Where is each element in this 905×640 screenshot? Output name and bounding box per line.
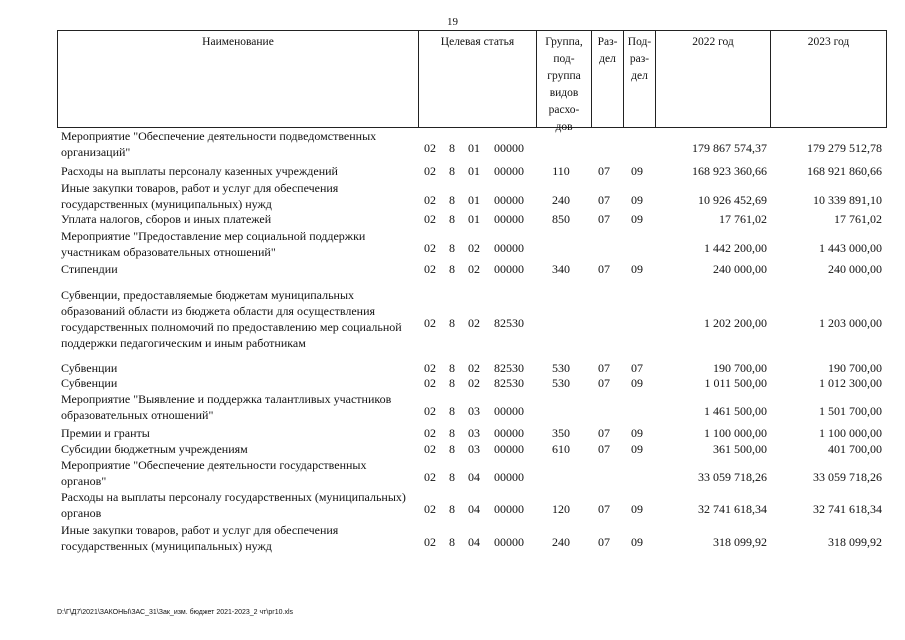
- row-expense-group: 610: [552, 442, 570, 456]
- row-event-code: 01: [468, 164, 480, 178]
- row-subprogram-code: 8: [449, 212, 455, 226]
- row-amount-2023: 190 700,00: [828, 361, 882, 375]
- row-amount-2023: 1 203 000,00: [819, 316, 882, 330]
- row-name: Мероприятие "Обеспечение деятельности подведомственных организаций": [61, 129, 377, 159]
- row-event-code: 04: [468, 502, 480, 516]
- table-row: [0, 180, 905, 212]
- row-event-code: 02: [468, 316, 480, 330]
- row-expense-group: 850: [552, 212, 570, 226]
- row-name: Уплата налогов, сборов и иных платежей: [61, 212, 272, 226]
- row-name: Субвенции: [61, 361, 118, 375]
- row-subsection: 09: [631, 212, 643, 226]
- header-subsection: Под- раз- дел: [623, 31, 655, 127]
- row-section: 07: [598, 164, 610, 178]
- row-event-code: 03: [468, 404, 480, 418]
- row-amount-2023: 32 741 618,34: [813, 502, 882, 516]
- row-subsection: 09: [631, 262, 643, 276]
- row-event-code: 02: [468, 241, 480, 255]
- row-subsection: 09: [631, 426, 643, 440]
- row-subprogram-code: 8: [449, 164, 455, 178]
- row-amount-2022: 240 000,00: [713, 262, 767, 276]
- table-row: [0, 522, 905, 554]
- page-number: 19: [447, 16, 458, 28]
- header-target: Целевая статья: [418, 31, 536, 127]
- row-amount-2023: 17 761,02: [834, 212, 882, 226]
- row-program-code: 02: [424, 470, 436, 484]
- row-subprogram-code: 8: [449, 262, 455, 276]
- row-subsection: 09: [631, 164, 643, 178]
- row-amount-2022: 179 867 574,37: [692, 141, 767, 155]
- table-header: [57, 30, 887, 133]
- row-direction-code: 82530: [494, 361, 524, 375]
- row-event-code: 02: [468, 262, 480, 276]
- row-program-code: 02: [424, 361, 436, 375]
- row-expense-group: 530: [552, 376, 570, 390]
- row-name: Субвенции: [61, 376, 118, 390]
- row-event-code: 02: [468, 376, 480, 390]
- header-section: Раз- дел: [591, 31, 623, 127]
- row-subsection: 09: [631, 376, 643, 390]
- row-amount-2022: 1 202 200,00: [704, 316, 767, 330]
- row-amount-2022: 168 923 360,66: [692, 164, 767, 178]
- row-subprogram-code: 8: [449, 502, 455, 516]
- row-amount-2022: 1 100 000,00: [704, 426, 767, 440]
- row-amount-2023: 240 000,00: [828, 262, 882, 276]
- row-direction-code: 00000: [494, 212, 524, 226]
- row-amount-2023: 1 501 700,00: [819, 404, 882, 418]
- row-program-code: 02: [424, 141, 436, 155]
- row-subprogram-code: 8: [449, 442, 455, 456]
- row-amount-2022: 1 442 200,00: [704, 241, 767, 255]
- header-year-2023: 2023 год: [770, 31, 886, 127]
- row-event-code: 02: [468, 361, 480, 375]
- row-amount-2022: 17 761,02: [719, 212, 767, 226]
- header-group: Группа, под- группа видов расхо- дов: [536, 31, 591, 127]
- row-direction-code: 00000: [494, 241, 524, 255]
- row-direction-code: 00000: [494, 193, 524, 207]
- row-direction-code: 00000: [494, 141, 524, 155]
- row-expense-group: 340: [552, 262, 570, 276]
- row-program-code: 02: [424, 212, 436, 226]
- row-event-code: 04: [468, 470, 480, 484]
- row-amount-2022: 190 700,00: [713, 361, 767, 375]
- row-amount-2022: 361 500,00: [713, 442, 767, 456]
- table-row: [0, 489, 905, 521]
- row-expense-group: 240: [552, 535, 570, 549]
- table-row: [0, 228, 905, 260]
- row-amount-2023: 1 100 000,00: [819, 426, 882, 440]
- row-program-code: 02: [424, 404, 436, 418]
- table-row: [0, 128, 905, 160]
- row-amount-2023: 10 339 891,10: [813, 193, 882, 207]
- row-direction-code: 82530: [494, 316, 524, 330]
- row-program-code: 02: [424, 535, 436, 549]
- table-row: [0, 360, 905, 376]
- row-program-code: 02: [424, 164, 436, 178]
- row-event-code: 01: [468, 212, 480, 226]
- table-row: [0, 457, 905, 489]
- row-event-code: 03: [468, 442, 480, 456]
- row-amount-2023: 1 012 300,00: [819, 376, 882, 390]
- row-name: Расходы на выплаты персоналу государственных (муниципальных) органов: [61, 490, 406, 520]
- table-row: [0, 375, 905, 391]
- row-expense-group: 110: [552, 164, 570, 178]
- row-amount-2022: 1 011 500,00: [704, 376, 767, 390]
- row-program-code: 02: [424, 426, 436, 440]
- row-name: Мероприятие "Обеспечение деятельности государственных органов": [61, 458, 367, 488]
- table-row: [0, 391, 905, 423]
- row-subprogram-code: 8: [449, 426, 455, 440]
- row-direction-code: 00000: [494, 502, 524, 516]
- table-row: [0, 211, 905, 227]
- row-section: 07: [598, 442, 610, 456]
- row-subprogram-code: 8: [449, 193, 455, 207]
- row-direction-code: 00000: [494, 164, 524, 178]
- row-section: 07: [598, 361, 610, 375]
- row-direction-code: 00000: [494, 442, 524, 456]
- row-direction-code: 00000: [494, 262, 524, 276]
- row-amount-2022: 32 741 618,34: [698, 502, 767, 516]
- row-name: Иные закупки товаров, работ и услуг для обеспечения государственных (муниципальных) нужд: [61, 181, 339, 211]
- table-row: [0, 163, 905, 179]
- row-direction-code: 82530: [494, 376, 524, 390]
- row-program-code: 02: [424, 376, 436, 390]
- row-direction-code: 00000: [494, 404, 524, 418]
- row-event-code: 04: [468, 535, 480, 549]
- row-subprogram-code: 8: [449, 376, 455, 390]
- row-event-code: 01: [468, 193, 480, 207]
- row-subprogram-code: 8: [449, 241, 455, 255]
- row-subsection: 09: [631, 442, 643, 456]
- row-subprogram-code: 8: [449, 535, 455, 549]
- row-subsection: 09: [631, 193, 643, 207]
- row-subprogram-code: 8: [449, 361, 455, 375]
- header-year-2022: 2022 год: [655, 31, 770, 127]
- row-subprogram-code: 8: [449, 316, 455, 330]
- file-path-footer: D:\Г\Д7\2021\ЗАКОНЫ\ЗАС_31\Зак_изм. бюджет 2021-2023_2 чт\рг10.xls: [57, 609, 294, 616]
- row-section: 07: [598, 212, 610, 226]
- row-name: Мероприятие "Предоставление мер социальной поддержки участникам образовательных отношений": [61, 229, 366, 259]
- row-subsection: 07: [631, 361, 643, 375]
- row-subsection: 09: [631, 535, 643, 549]
- row-event-code: 03: [468, 426, 480, 440]
- row-section: 07: [598, 426, 610, 440]
- row-amount-2022: 318 099,92: [713, 535, 767, 549]
- row-amount-2023: 179 279 512,78: [807, 141, 882, 155]
- row-amount-2022: 33 059 718,26: [698, 470, 767, 484]
- row-program-code: 02: [424, 442, 436, 456]
- row-amount-2022: 10 926 452,69: [698, 193, 767, 207]
- row-section: 07: [598, 502, 610, 516]
- row-name: Стипендии: [61, 262, 118, 276]
- row-section: 07: [598, 376, 610, 390]
- row-program-code: 02: [424, 241, 436, 255]
- row-expense-group: 350: [552, 426, 570, 440]
- row-section: 07: [598, 535, 610, 549]
- row-section: 07: [598, 262, 610, 276]
- row-direction-code: 00000: [494, 535, 524, 549]
- table-row: [0, 261, 905, 277]
- table-row: [0, 441, 905, 457]
- row-name: Расходы на выплаты персоналу казенных учреждений: [61, 164, 338, 178]
- row-name: Субсидии бюджетным учреждениям: [61, 442, 248, 456]
- row-amount-2022: 1 461 500,00: [704, 404, 767, 418]
- row-expense-group: 530: [552, 361, 570, 375]
- row-name: Субвенции, предоставляемые бюджетам муниципальных образований области из бюджета области для осуществления государственных полномочий по предоставлению мер социальной поддержки педагогическим и иным работникам: [61, 288, 402, 350]
- row-amount-2023: 401 700,00: [828, 442, 882, 456]
- row-subsection: 09: [631, 502, 643, 516]
- row-subprogram-code: 8: [449, 141, 455, 155]
- row-section: 07: [598, 193, 610, 207]
- row-name: Премии и гранты: [61, 426, 150, 440]
- row-expense-group: 240: [552, 193, 570, 207]
- row-expense-group: 120: [552, 502, 570, 516]
- row-amount-2023: 33 059 718,26: [813, 470, 882, 484]
- row-program-code: 02: [424, 193, 436, 207]
- row-program-code: 02: [424, 502, 436, 516]
- row-subprogram-code: 8: [449, 404, 455, 418]
- row-amount-2023: 168 921 860,66: [807, 164, 882, 178]
- row-amount-2023: 318 099,92: [828, 535, 882, 549]
- row-direction-code: 00000: [494, 470, 524, 484]
- row-program-code: 02: [424, 262, 436, 276]
- row-name: Иные закупки товаров, работ и услуг для обеспечения государственных (муниципальных) нужд: [61, 523, 339, 553]
- row-name: Мероприятие "Выявление и поддержка талантливых участников образовательных отношений": [61, 392, 392, 422]
- row-subprogram-code: 8: [449, 470, 455, 484]
- row-amount-2023: 1 443 000,00: [819, 241, 882, 255]
- row-event-code: 01: [468, 141, 480, 155]
- row-direction-code: 00000: [494, 426, 524, 440]
- header-name: Наименование: [202, 36, 274, 48]
- table-row: [0, 425, 905, 441]
- table-row: [0, 287, 905, 351]
- row-program-code: 02: [424, 316, 436, 330]
